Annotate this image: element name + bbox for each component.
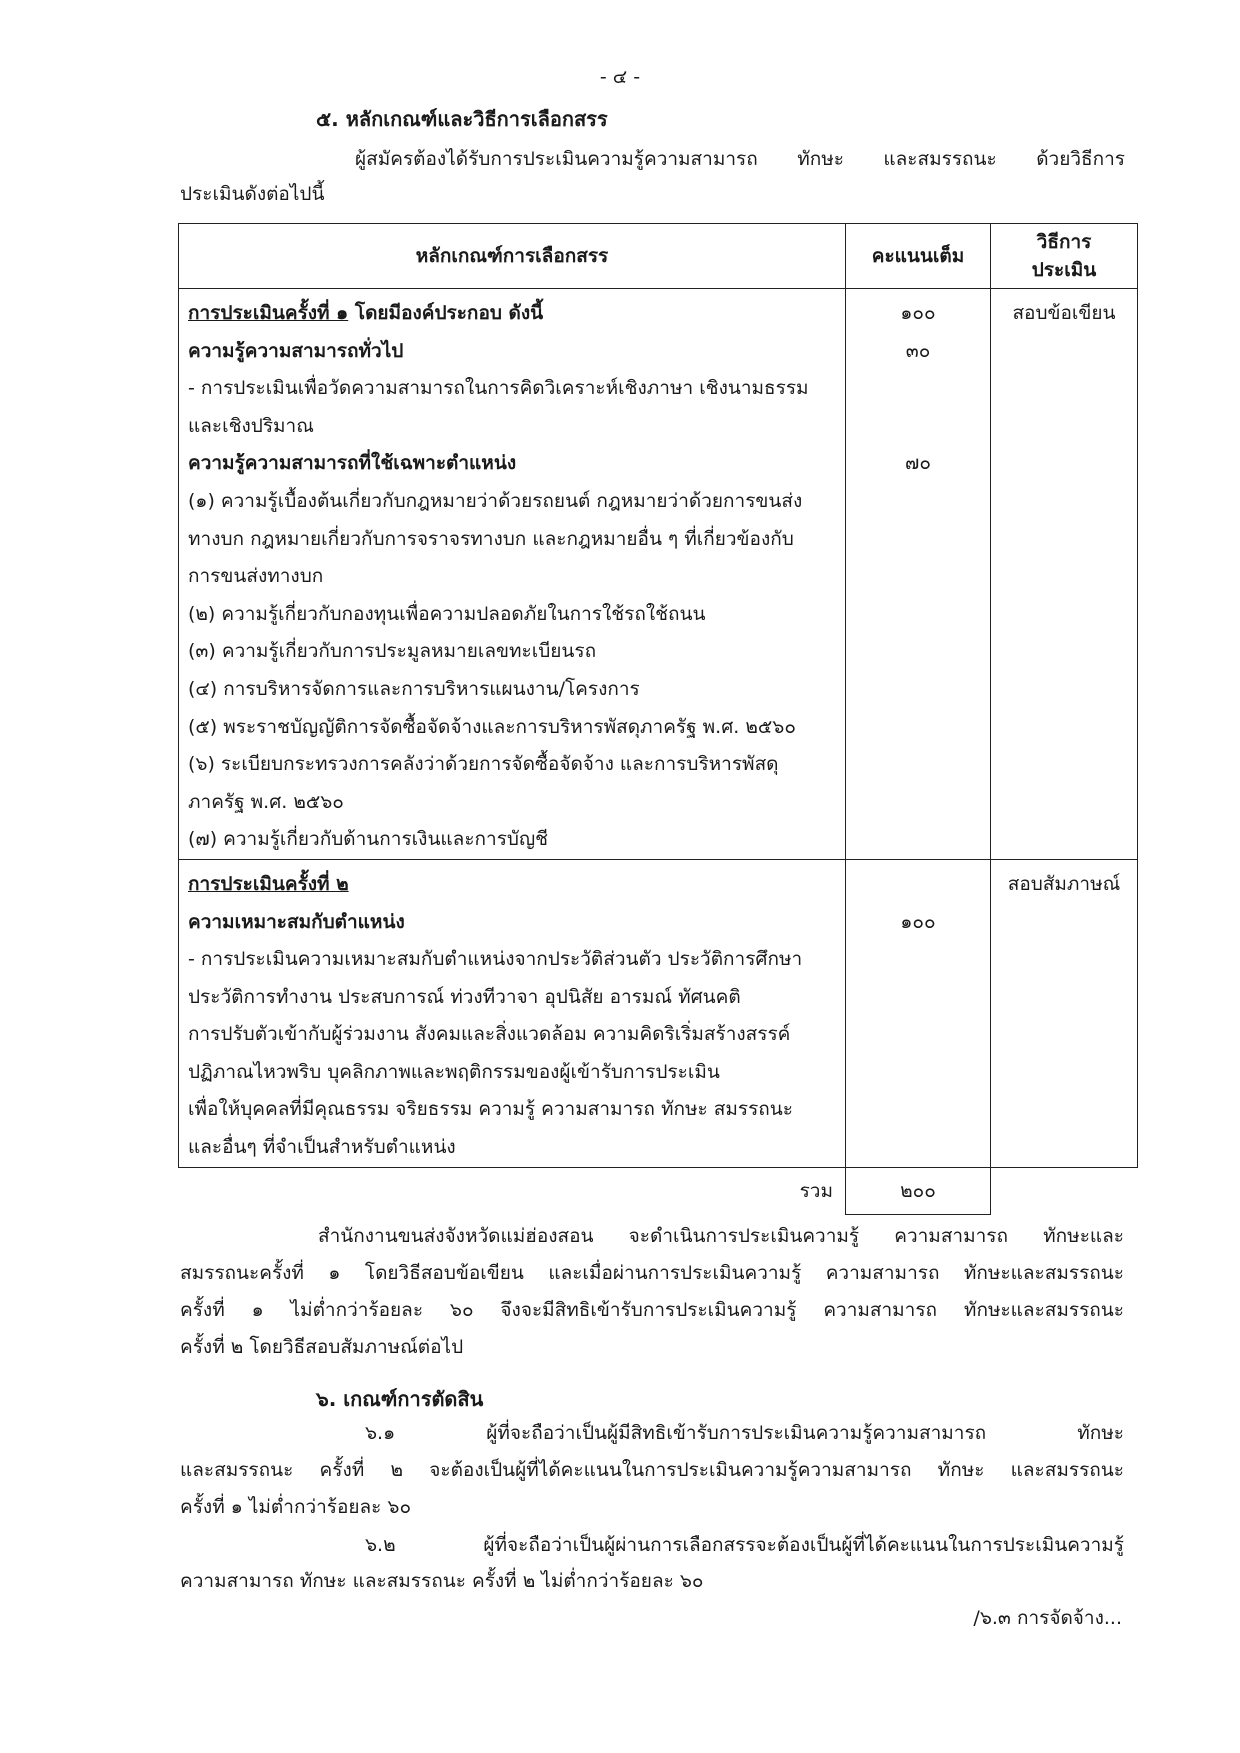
criteria-line: [188, 979, 837, 1017]
paragraph-line: สำนักงานขนส่งจังหวัดแม่ฮ่องสอน จะดำเนินการประเมินความรู้ ความสามารถ ทักษะและ: [318, 1225, 1124, 1247]
score-value: ๑๐๐: [900, 910, 936, 933]
table-row: [179, 289, 1138, 860]
item-6-1-line: และสมรรถนะ ครั้งที่ ๒ จะต้องเป็นผู้ที่ได้คะแนนในการประเมินความรู้ความสามารถ ทักษะ และสมรรถนะ: [180, 1459, 1124, 1481]
bold-heading: ความรู้ความสามารถทั่วไป: [188, 339, 404, 362]
empty-cell: [991, 1167, 1138, 1214]
criteria-line: [188, 370, 837, 408]
section-6-heading: ๖. เกณฑ์การตัดสิน: [316, 1387, 484, 1411]
total-row: [179, 1167, 1138, 1214]
selection-criteria-table: [178, 223, 1138, 1215]
table-header-row: [179, 224, 1138, 289]
criteria-cell: [179, 859, 846, 1167]
criteria-line: [188, 408, 837, 446]
bold-heading: ความรู้ความสามารถที่ใช้เฉพาะตำแหน่ง: [188, 452, 517, 475]
criteria-line: [188, 821, 837, 859]
line-text: (๗) ความรู้เกี่ยวกับด้านการเงินและการบัญชี: [188, 828, 549, 851]
criteria-line: [188, 709, 837, 747]
line-text: การปรับตัวเข้ากับผู้ร่วมงาน สังคมและสิ่งแวดล้อม ความคิดริเริ่มสร้างสรรค์: [188, 1023, 791, 1046]
item-6-2-line: ๖.๒ ผู้ที่จะถือว่าเป็นผู้ผ่านการเลือกสรรจะต้องเป็นผู้ที่ได้คะแนนในการประเมินความรู้: [365, 1534, 1124, 1556]
line-text: (๓) ความรู้เกี่ยวกับการประมูลหมายเลขทะเบียนรถ: [188, 640, 597, 663]
line-text: (๒) ความรู้เกี่ยวกับกองทุนเพื่อความปลอดภัยในการใช้รถใช้ถนน: [188, 602, 706, 625]
paragraph-line: สมรรถนะครั้งที่ ๑ โดยวิธีสอบข้อเขียน และเมื่อผ่านการประเมินความรู้ ความสามารถ ทักษะและสมรรถนะ: [180, 1262, 1124, 1284]
line-text: - การประเมินเพื่อวัดความสามารถในการคิดวิเคราะห์เชิงภาษา เชิงนามธรรม: [188, 377, 809, 400]
section-5-heading: ๕. หลักเกณฑ์และวิธีการเลือกสรร: [316, 107, 608, 131]
underlined-heading: การประเมินครั้งที่ ๒: [188, 872, 349, 895]
line-text: (๑) ความรู้เบื้องต้นเกี่ยวกับกฎหมายว่าด้วยรถยนต์ กฎหมายว่าด้วยการขนส่ง: [188, 489, 803, 512]
item-6-2-line: ความสามารถ ทักษะ และสมรรถนะ ครั้งที่ ๒ ไม่ต่ำกว่าร้อยละ ๖๐: [180, 1570, 704, 1592]
total-value: ๒๐๐: [846, 1167, 991, 1214]
criteria-line: [188, 445, 837, 483]
header-criteria: หลักเกณฑ์การเลือกสรร: [179, 224, 846, 289]
header-method: [991, 224, 1138, 289]
criteria-line: [188, 633, 837, 671]
criteria-line: [188, 1129, 837, 1167]
item-6-1-line: ครั้งที่ ๑ ไม่ต่ำกว่าร้อยละ ๖๐: [180, 1496, 412, 1518]
item-6-1-line: ๖.๑ ผู้ที่จะถือว่าเป็นผู้มีสิทธิเข้ารับการประเมินความรู้ความสามารถ ทักษะ: [365, 1422, 1124, 1444]
score-value: ๗๐: [905, 452, 931, 475]
page-number: - ๔ -: [599, 66, 641, 88]
header-method-line2: ประเมิน: [1031, 259, 1097, 281]
line-text: และเชิงปริมาณ: [188, 414, 314, 437]
line-text: การขนส่งทางบก: [188, 565, 324, 588]
paragraph-line: ครั้งที่ ๑ ไม่ต่ำกว่าร้อยละ ๖๐ จึงจะมีสิทธิเข้ารับการประเมินความรู้ ความสามารถ ทักษะและสมรรถนะ: [180, 1299, 1124, 1321]
criteria-line: [188, 866, 837, 904]
continuation-note: /๖.๓ การจัดจ้าง...: [973, 1607, 1122, 1629]
criteria-line: [188, 941, 837, 979]
criteria-line: [188, 671, 837, 709]
method-cell: [991, 289, 1138, 860]
line-text: ปฏิภาณไหวพริบ บุคลิกภาพและพฤติกรรมของผู้เข้ารับการประเมิน: [188, 1060, 720, 1083]
score-value: ๓๐: [905, 339, 931, 362]
criteria-line: [188, 1016, 837, 1054]
line-text: - การประเมินความเหมาะสมกับตำแหน่งจากประวัติส่วนตัว ประวัติการศึกษา: [188, 948, 803, 971]
criteria-line: [188, 1054, 837, 1092]
criteria-line: [188, 521, 837, 559]
criteria-line: [188, 295, 837, 333]
criteria-line: [188, 746, 837, 784]
line-text: และอื่นๆ ที่จำเป็นสำหรับตำแหน่ง: [188, 1136, 456, 1159]
line-text: (๕) พระราชบัญญัติการจัดซื้อจัดจ้างและการบริหารพัสดุภาครัฐ พ.ศ. ๒๕๖๐: [188, 715, 796, 738]
score-cell: [846, 289, 991, 860]
paragraph-line: ครั้งที่ ๒ โดยวิธีสอบสัมภาษณ์ต่อไป: [180, 1336, 464, 1358]
criteria-line: [188, 784, 837, 822]
score-value: ๑๐๐: [900, 302, 936, 324]
criteria-line: [188, 483, 837, 521]
line-text: (๖) ระเบียบกระทรวงการคลังว่าด้วยการจัดซื้อจัดจ้าง และการบริหารพัสดุ: [188, 753, 779, 776]
header-score: คะแนนเต็ม: [846, 224, 991, 289]
line-text: (๔) การบริหารจัดการและการบริหารแผนงาน/โครงการ: [188, 677, 640, 700]
criteria-line: [188, 904, 837, 942]
intro-line: ประเมินดังต่อไปนี้: [180, 183, 325, 205]
intro-line: ผู้สมัครต้องได้รับการประเมินความรู้ความสามารถ ทักษะ และสมรรถนะ ด้วยวิธีการ: [355, 148, 1125, 170]
underlined-heading: การประเมินครั้งที่ ๑: [188, 302, 349, 324]
line-text: ประวัติการทำงาน ประสบการณ์ ท่วงทีวาจา อุปนิสัย อารมณ์ ทัศนคติ: [188, 985, 741, 1008]
line-text: ทางบก กฎหมายเกี่ยวกับการจราจรทางบก และกฎหมายอื่น ๆ ที่เกี่ยวข้องกับ: [188, 527, 794, 550]
method-text: สอบข้อเขียน: [1012, 302, 1116, 324]
method-cell: [991, 859, 1138, 1167]
criteria-line: [188, 1091, 837, 1129]
table-row: [179, 859, 1138, 1167]
bold-heading: ความเหมาะสมกับตำแหน่ง: [188, 910, 405, 933]
bold-heading: โดยมีองค์ประกอบ ดังนี้: [348, 302, 544, 324]
criteria-line: [188, 596, 837, 634]
line-text: ภาครัฐ พ.ศ. ๒๕๖๐: [188, 790, 344, 813]
score-cell: [846, 859, 991, 1167]
line-text: เพื่อให้บุคคลที่มีคุณธรรม จริยธรรม ความรู้ ความสามารถ ทักษะ สมรรถนะ: [188, 1098, 793, 1121]
total-label: รวม: [799, 1179, 833, 1202]
header-method-line1: วิธีการ: [1036, 231, 1092, 253]
criteria-line: [188, 333, 837, 371]
criteria-line: [188, 558, 837, 596]
criteria-cell: [179, 289, 846, 860]
method-text: สอบสัมภาษณ์: [1007, 872, 1121, 895]
